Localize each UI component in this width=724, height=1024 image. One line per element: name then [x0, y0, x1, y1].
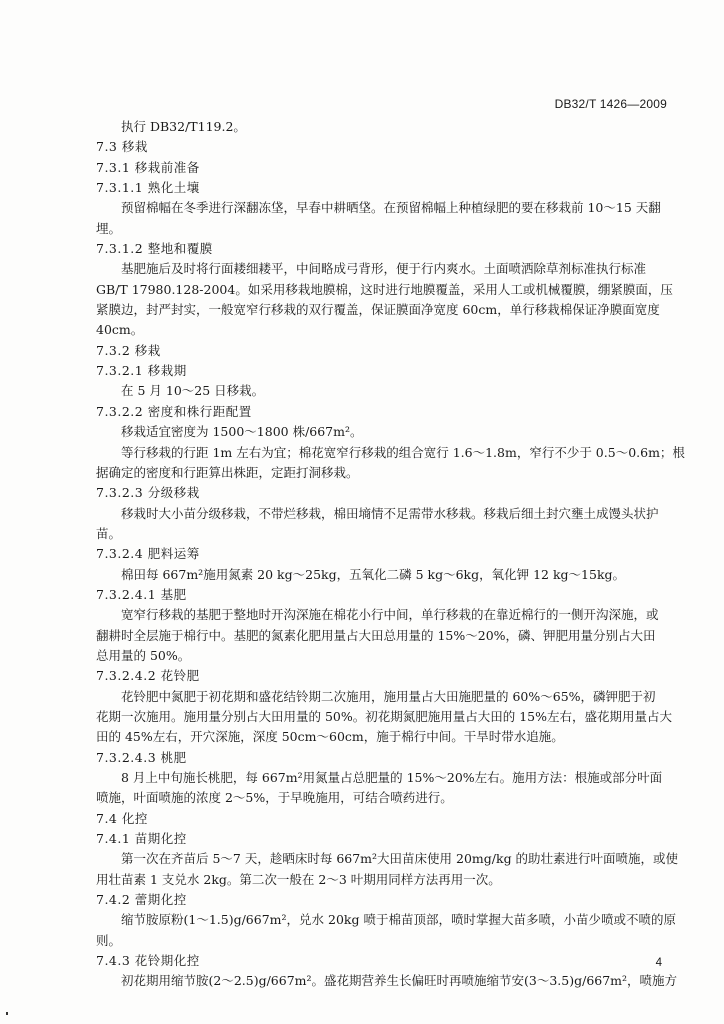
body-text-line: 宽窄行移栽的基肥于整地时开沟深施在棉花小行中间，单行移栽的在靠近棉行的一侧开沟深施，或: [121, 607, 659, 623]
body-text-line: 8 月上中旬施长桃肥，每 667m²用氮量占总肥量的 15%～20%左右。施用方法：根施或部分叶面: [121, 770, 663, 785]
section-heading: 7.3.2 移栽: [96, 342, 161, 358]
section-heading: 7.4.3 花铃期化控: [96, 953, 200, 969]
page-number: 4: [655, 957, 662, 969]
body-text-line: 用壮苗素 1 支兑水 2kg。第二次一般在 2～3 叶期用同样方法再用一次。: [96, 871, 501, 887]
body-text-line: 埋。: [96, 220, 122, 236]
body-text-line: GB/T 17980.128-2004。如采用移栽地膜棉，这时进行地膜覆盖，采用人工或机械覆膜，绷紧膜面，压: [96, 281, 673, 297]
body-text-line: 花铃肥中氮肥于初花期和盛花结铃期二次施用，施用量占大田施肥量的 60%～65%，磷钾肥于初: [121, 688, 656, 704]
body-text-line: 花期一次施用。施用量分别占大田用量的 50%。初花期氮肥施用量占大田的 15%左右，盛花期用量占大: [96, 708, 673, 724]
body-text-line: 翻耕时全层施于棉行中。基肥的氮素化肥用量占大田总用量的 15%～20%，磷、钾肥用量分别占大田: [96, 627, 656, 643]
document-body: [96, 117, 685, 992]
section-heading: 7.3.1 移栽前准备: [96, 159, 200, 175]
section-heading: 7.3.2.1 移栽期: [96, 363, 187, 379]
section-heading: 7.3.2.3 分级移栽: [96, 485, 200, 501]
section-heading: 7.3.2.4.2 花铃肥: [96, 668, 200, 684]
body-text-line: 第一次在齐苗后 5～7 天，趁晒床时每 667m²大田苗床使用 20mg/kg 的助壮素进行叶面喷施，或使: [121, 851, 679, 867]
section-heading: 7.3.1.2 整地和覆膜: [96, 241, 213, 257]
body-text-line: 据确定的密度和行距算出株距，定距打洞移栽。: [96, 464, 359, 480]
body-text-line: 田的 45%左右，开穴深施，深度 50cm～60cm，施于棉行中间。干旱时带水追施。: [96, 729, 564, 745]
body-text-line: 等行移栽的行距 1m 左右为宜；棉花宽窄行移栽的组合宽行 1.6～1.8m，窄行不少于 0.5～0.6m；根: [121, 444, 685, 460]
section-heading: 7.3.2.4.3 桃肥: [96, 749, 187, 765]
section-heading: 7.4.2 蕾期化控: [96, 892, 187, 908]
body-text-line: 喷施，叶面喷施的浓度 2～5%，于早晚施用，可结合喷药进行。: [96, 790, 453, 806]
scan-speck: [6, 1012, 8, 1015]
body-text-line: 苗。: [96, 525, 122, 541]
section-heading: 7.3.2.2 密度和株行距配置: [96, 403, 252, 419]
body-text-line: 基肥施后及时将行面耧细耧平，中间略成弓背形，便于行内爽水。土面喷洒除草剂标准执行标准: [121, 261, 647, 277]
body-text-line: 40cm。: [96, 322, 144, 338]
body-text-line: 移栽时大小苗分级移栽，不带烂移栽，棉田墒情不足需带水移栽。移栽后细土封穴壅土成馒头状护: [121, 505, 659, 521]
section-heading: 7.4.1 苗期化控: [96, 831, 187, 847]
section-heading: 7.3 移栽: [96, 139, 148, 155]
standard-code-header: DB32/T 1426—2009: [554, 97, 667, 111]
body-text-line: 总用量的 50%。: [96, 647, 191, 663]
section-heading: 7.3.2.4.1 基肥: [96, 586, 187, 602]
body-text-line: 初花期用缩节胺(2～2.5)g/667m²。盛花期营养生长偏旺时再喷施缩节安(3～3.5)g/667m²，喷施方: [121, 973, 678, 989]
body-text-line: 则。: [96, 932, 122, 948]
body-text-line: 棉田每 667m²施用氮素 20 kg～25kg，五氧化二磷 5 kg～6kg，氧化钾 12 kg～15kg。: [121, 566, 626, 582]
section-heading: 7.3.1.1 熟化土壤: [96, 180, 200, 196]
body-text-line: 缩节胺原粉(1～1.5)g/667m²，兑水 20kg 喷于棉苗顶部，喷时掌握大苗多喷，小苗少喷或不喷的原: [121, 912, 676, 928]
section-heading: 7.3.2.4 肥料运筹: [96, 546, 200, 562]
body-text-line: 预留棉幅在冬季进行深翻冻垡，早春中耕晒垡。在预留棉幅上种植绿肥的要在移栽前 10～15 天翻: [121, 200, 661, 216]
body-text-line: 移栽适宜密度为 1500～1800 株/667m²。: [121, 424, 363, 440]
body-text-line: 在 5 月 10～25 日移栽。: [121, 383, 265, 399]
body-text-line: 执行 DB32/T119.2。: [121, 119, 246, 134]
section-heading: 7.4 化控: [96, 810, 148, 826]
body-text-line: 紧膜边，封严封实，一般宽窄行移栽的双行覆盖，保证膜面净宽度 60cm，单行移栽棉保证净膜面宽度: [96, 302, 660, 318]
